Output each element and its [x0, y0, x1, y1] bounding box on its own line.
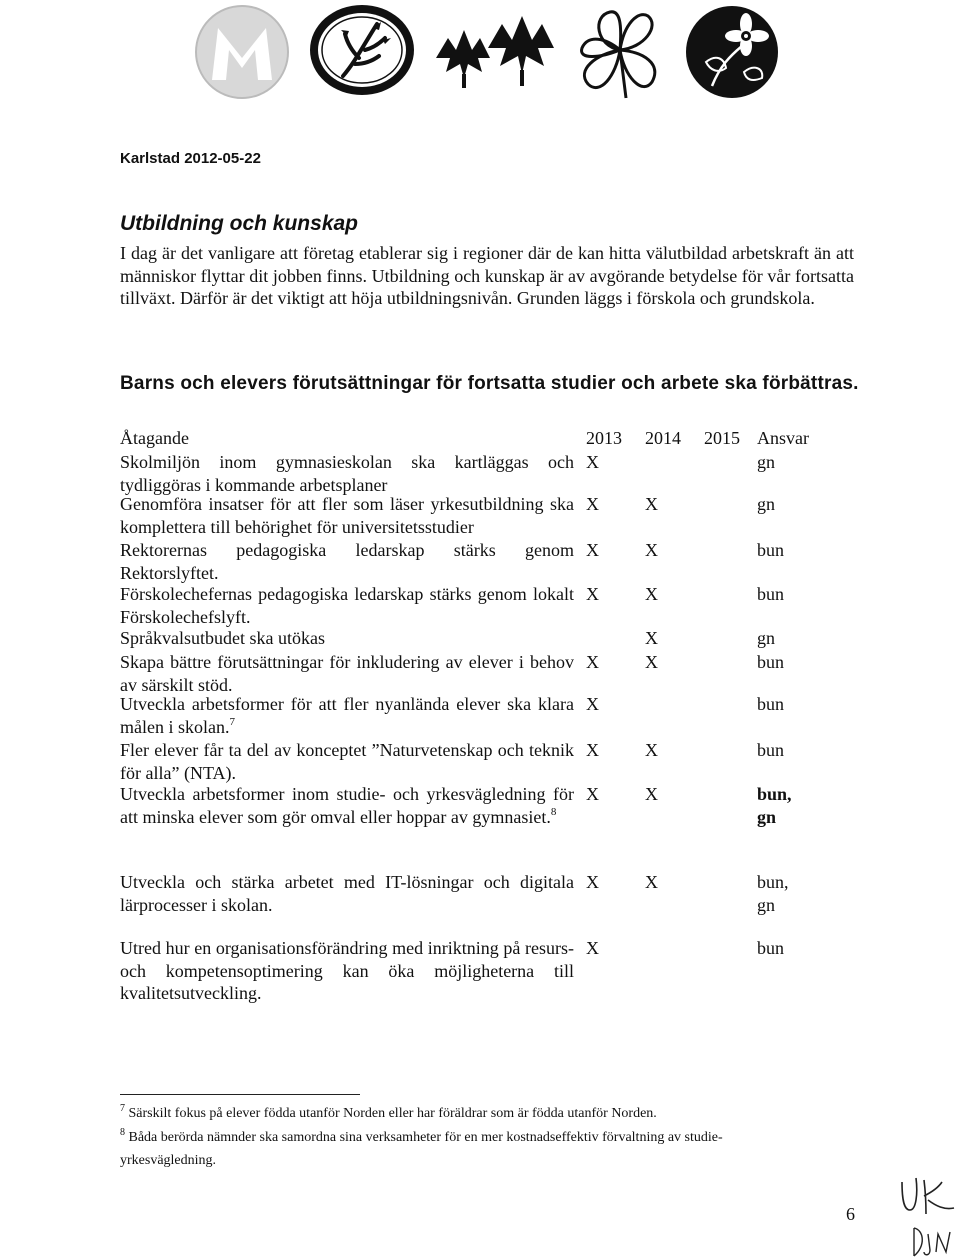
- row-2013: X: [586, 452, 599, 472]
- row-text: [120, 693, 574, 738]
- footnote-separator: [120, 1094, 360, 1095]
- row-text: Utveckla och stärka arbetet med IT-lösningar och digitala lärprocesser i skolan.: [120, 872, 574, 915]
- row-2014: X: [645, 540, 658, 560]
- clover-logo: [566, 2, 674, 102]
- header-2014: 2014: [645, 428, 681, 448]
- row-text: Språkvalsutbudet ska utökas: [120, 628, 325, 648]
- row-2014: X: [645, 628, 658, 648]
- maple-leaves-logo: [428, 2, 558, 98]
- header-atagande: Åtagande: [120, 428, 189, 448]
- intro-paragraph: I dag är det vanligare att företag etablerar sig i regioner där de kan hitta välutbildad arbetskraft än att människor flyttar dit jobben finns. Utbildning och kunskap är av avgörande betydelse för vår fortsatta tillväxt. Därför är det viktigt att höja utbildningsnivån. Grunden läggs i förskola och grundskola.: [120, 243, 854, 309]
- row-2013: X: [586, 784, 599, 804]
- row-text: [120, 783, 574, 828]
- row-ansvar: bun: [757, 652, 784, 672]
- row-ansvar: bun: [757, 540, 784, 560]
- row-2013: X: [586, 694, 599, 714]
- row-2014: X: [645, 740, 658, 760]
- row-2013: X: [586, 494, 599, 514]
- ansvar-line-2: gn: [757, 806, 777, 827]
- ansvar-line-1: bun,: [757, 872, 789, 892]
- row-ansvar: gn: [757, 628, 775, 648]
- row-text: Genomföra insatser för att fler som läser yrkesutbildning ska komplettera till behörighet för universitetsstudier: [120, 494, 574, 537]
- row-ansvar: bun: [757, 584, 784, 604]
- row-2014: X: [645, 584, 658, 604]
- section-title: Utbildning och kunskap: [120, 212, 359, 235]
- row-text-content: Utveckla arbetsformer inom studie- och yrkesvägledning för att minska elever som gör omval eller hoppar av gymnasiet.: [120, 784, 574, 827]
- subsection-title: Barns och elevers förutsättningar för fortsatta studier och arbete ska förbättras.: [120, 373, 859, 394]
- date-line: Karlstad 2012-05-22: [120, 150, 261, 167]
- row-text: Förskolechefernas pedagogiska ledarskap stärks genom lokalt Förskolechefslyft.: [120, 584, 574, 627]
- footnote-ref-7[interactable]: 7: [229, 715, 235, 728]
- row-2013: X: [586, 740, 599, 760]
- ansvar-line-2: gn: [757, 894, 775, 915]
- moderaterna-logo: [188, 2, 296, 102]
- header-2013: 2013: [586, 428, 622, 448]
- row-text-content: Utveckla arbetsformer för att fler nyanlända elever ska klara målen i skolan.: [120, 694, 574, 737]
- row-ansvar: bun: [757, 938, 784, 958]
- flower-emblem-logo: [682, 2, 782, 102]
- row-2014: X: [645, 784, 658, 804]
- row-2014: X: [645, 872, 658, 892]
- footnote-number: 8: [120, 1127, 125, 1138]
- tree-emblem-logo: [307, 2, 417, 98]
- row-2013: X: [586, 872, 599, 892]
- footnote-text: Båda berörda nämnder ska samordna sina verksamheter för en mer kostnadseffektiv förvaltning av studie-: [128, 1130, 723, 1145]
- page-number: 6: [846, 1204, 855, 1224]
- ansvar-line-1: bun,: [757, 784, 792, 804]
- row-ansvar: bun: [757, 694, 784, 714]
- row-ansvar: [757, 871, 789, 916]
- row-2014: X: [645, 652, 658, 672]
- row-2013: X: [586, 938, 599, 958]
- row-2013: X: [586, 652, 599, 672]
- row-2013: X: [586, 584, 599, 604]
- row-text: Skolmiljön inom gymnasieskolan ska kartläggas och tydliggöras i kommande arbetsplaner: [120, 452, 574, 495]
- footnote-ref-8[interactable]: 8: [550, 805, 557, 818]
- row-ansvar: [757, 783, 792, 828]
- footnote-7: [120, 1102, 840, 1125]
- footnote-text: Särskilt fokus på elever födda utanför Norden eller har föräldrar som är födda utanför Norden.: [128, 1106, 657, 1121]
- footnote-8: [120, 1126, 840, 1172]
- handwritten-initials: [896, 1170, 958, 1258]
- row-ansvar: bun: [757, 740, 784, 760]
- header-2015: 2015: [704, 428, 740, 448]
- row-text: Rektorernas pedagogiska ledarskap stärks genom Rektorslyftet.: [120, 540, 574, 583]
- row-ansvar: gn: [757, 494, 775, 514]
- row-2013: X: [586, 540, 599, 560]
- row-text: Utred hur en organisationsförändring med inriktning på resurs- och kompetensoptimering kan öka möjligheterna till kvalitetsutveckling.: [120, 938, 574, 1004]
- footnote-number: 7: [120, 1103, 125, 1114]
- row-2014: X: [645, 494, 658, 514]
- row-ansvar: gn: [757, 452, 775, 472]
- header-ansvar: Ansvar: [757, 428, 809, 448]
- footnote-text-continued: yrkesvägledning.: [120, 1153, 217, 1168]
- row-text: Fler elever får ta del av konceptet ”Naturvetenskap och teknik för alla” (NTA).: [120, 740, 574, 783]
- row-text: Skapa bättre förutsättningar för inkludering av elever i behov av särskilt stöd.: [120, 652, 574, 695]
